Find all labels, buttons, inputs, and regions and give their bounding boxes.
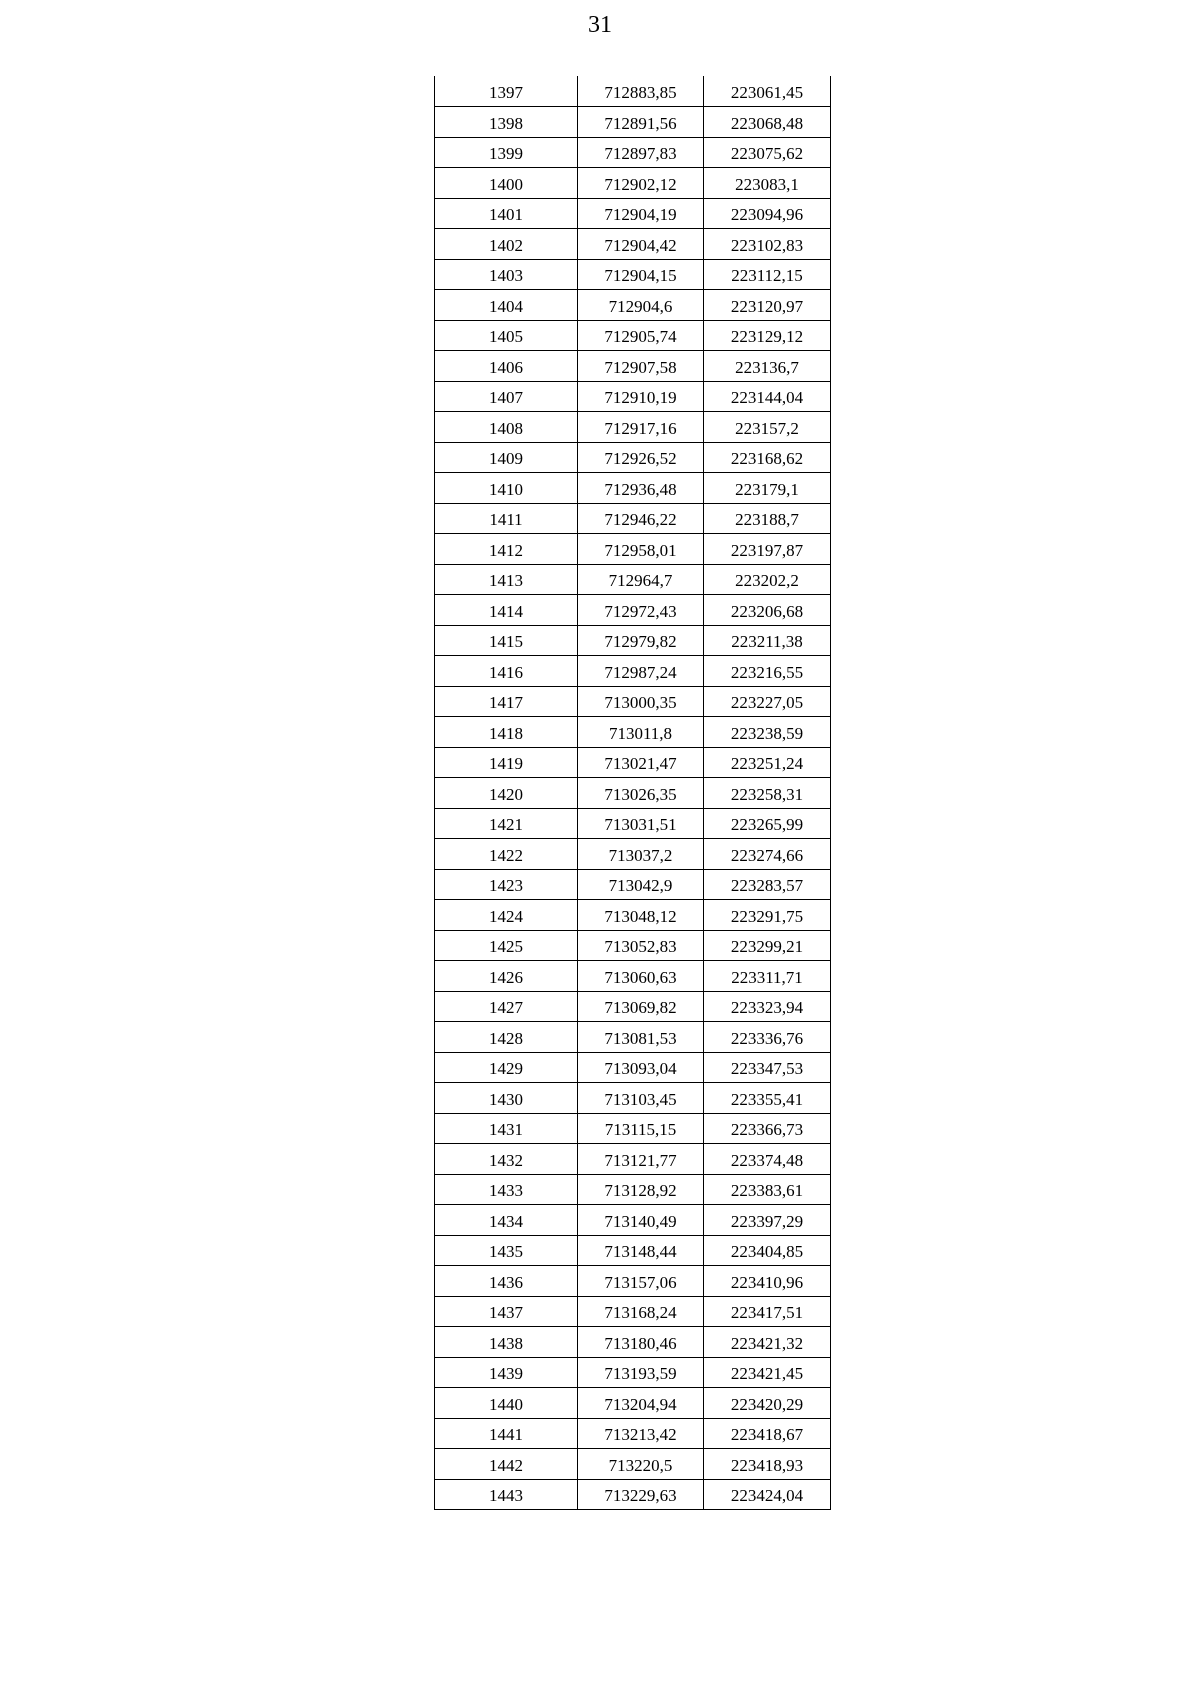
point-number-cell: 1432 — [435, 1144, 578, 1175]
x-coordinate-cell: 712907,58 — [578, 351, 704, 382]
table-row — [435, 900, 831, 931]
table-row — [435, 961, 831, 992]
x-coordinate-cell: 713148,44 — [578, 1235, 704, 1266]
table-row — [435, 747, 831, 778]
table-row — [435, 351, 831, 382]
point-number-cell: 1415 — [435, 625, 578, 656]
table-row — [435, 1388, 831, 1419]
table-row — [435, 839, 831, 870]
point-number-cell: 1434 — [435, 1205, 578, 1236]
point-number-cell: 1424 — [435, 900, 578, 931]
y-coordinate-cell: 223336,76 — [704, 1022, 831, 1053]
table-row — [435, 1479, 831, 1510]
table-row — [435, 1144, 831, 1175]
y-coordinate-cell: 223366,73 — [704, 1113, 831, 1144]
y-coordinate-cell: 223157,2 — [704, 412, 831, 443]
point-number-cell: 1401 — [435, 198, 578, 229]
point-number-cell: 1439 — [435, 1357, 578, 1388]
y-coordinate-cell: 223323,94 — [704, 991, 831, 1022]
point-number-cell: 1412 — [435, 534, 578, 565]
table-row — [435, 503, 831, 534]
y-coordinate-cell: 223227,05 — [704, 686, 831, 717]
table-row — [435, 778, 831, 809]
y-coordinate-cell: 223238,59 — [704, 717, 831, 748]
x-coordinate-cell: 713026,35 — [578, 778, 704, 809]
table-row — [435, 1296, 831, 1327]
x-coordinate-cell: 713168,24 — [578, 1296, 704, 1327]
table-row — [435, 595, 831, 626]
x-coordinate-cell: 713011,8 — [578, 717, 704, 748]
x-coordinate-cell: 713157,06 — [578, 1266, 704, 1297]
table-row — [435, 808, 831, 839]
table-row — [435, 137, 831, 168]
table-row — [435, 473, 831, 504]
point-number-cell: 1426 — [435, 961, 578, 992]
point-number-cell: 1428 — [435, 1022, 578, 1053]
point-number-cell: 1416 — [435, 656, 578, 687]
point-number-cell: 1406 — [435, 351, 578, 382]
y-coordinate-cell: 223347,53 — [704, 1052, 831, 1083]
y-coordinate-cell: 223420,29 — [704, 1388, 831, 1419]
x-coordinate-cell: 713021,47 — [578, 747, 704, 778]
x-coordinate-cell: 713048,12 — [578, 900, 704, 931]
table-row — [435, 625, 831, 656]
point-number-cell: 1408 — [435, 412, 578, 443]
table-row — [435, 1174, 831, 1205]
x-coordinate-cell: 712958,01 — [578, 534, 704, 565]
point-number-cell: 1442 — [435, 1449, 578, 1480]
y-coordinate-cell: 223179,1 — [704, 473, 831, 504]
point-number-cell: 1413 — [435, 564, 578, 595]
y-coordinate-cell: 223418,67 — [704, 1418, 831, 1449]
table-row — [435, 1449, 831, 1480]
coordinates-table-body — [435, 76, 831, 1510]
point-number-cell: 1431 — [435, 1113, 578, 1144]
table-row — [435, 1327, 831, 1358]
table-row — [435, 1113, 831, 1144]
table-row — [435, 198, 831, 229]
table-row — [435, 320, 831, 351]
point-number-cell: 1427 — [435, 991, 578, 1022]
table-row — [435, 290, 831, 321]
x-coordinate-cell: 712902,12 — [578, 168, 704, 199]
y-coordinate-cell: 223417,51 — [704, 1296, 831, 1327]
point-number-cell: 1402 — [435, 229, 578, 260]
x-coordinate-cell: 712883,85 — [578, 76, 704, 107]
y-coordinate-cell: 223311,71 — [704, 961, 831, 992]
table-row — [435, 381, 831, 412]
point-number-cell: 1414 — [435, 595, 578, 626]
x-coordinate-cell: 712910,19 — [578, 381, 704, 412]
y-coordinate-cell: 223258,31 — [704, 778, 831, 809]
x-coordinate-cell: 712936,48 — [578, 473, 704, 504]
x-coordinate-cell: 713069,82 — [578, 991, 704, 1022]
x-coordinate-cell: 712926,52 — [578, 442, 704, 473]
y-coordinate-cell: 223251,24 — [704, 747, 831, 778]
table-row — [435, 107, 831, 138]
point-number-cell: 1409 — [435, 442, 578, 473]
x-coordinate-cell: 713140,49 — [578, 1205, 704, 1236]
table-row — [435, 930, 831, 961]
x-coordinate-cell: 712897,83 — [578, 137, 704, 168]
table-row — [435, 1266, 831, 1297]
point-number-cell: 1425 — [435, 930, 578, 961]
x-coordinate-cell: 713115,15 — [578, 1113, 704, 1144]
y-coordinate-cell: 223274,66 — [704, 839, 831, 870]
point-number-cell: 1404 — [435, 290, 578, 321]
x-coordinate-cell: 713103,45 — [578, 1083, 704, 1114]
y-coordinate-cell: 223068,48 — [704, 107, 831, 138]
table-row — [435, 1357, 831, 1388]
y-coordinate-cell: 223061,45 — [704, 76, 831, 107]
y-coordinate-cell: 223299,21 — [704, 930, 831, 961]
table-row — [435, 168, 831, 199]
y-coordinate-cell: 223374,48 — [704, 1144, 831, 1175]
y-coordinate-cell: 223075,62 — [704, 137, 831, 168]
x-coordinate-cell: 712891,56 — [578, 107, 704, 138]
x-coordinate-cell: 713229,63 — [578, 1479, 704, 1510]
y-coordinate-cell: 223094,96 — [704, 198, 831, 229]
x-coordinate-cell: 712904,6 — [578, 290, 704, 321]
x-coordinate-cell: 713193,59 — [578, 1357, 704, 1388]
x-coordinate-cell: 712905,74 — [578, 320, 704, 351]
point-number-cell: 1399 — [435, 137, 578, 168]
point-number-cell: 1443 — [435, 1479, 578, 1510]
page-number: 31 — [588, 12, 612, 38]
point-number-cell: 1438 — [435, 1327, 578, 1358]
table-row — [435, 412, 831, 443]
table-row — [435, 229, 831, 260]
y-coordinate-cell: 223418,93 — [704, 1449, 831, 1480]
table-row — [435, 259, 831, 290]
point-number-cell: 1440 — [435, 1388, 578, 1419]
x-coordinate-cell: 712904,19 — [578, 198, 704, 229]
y-coordinate-cell: 223144,04 — [704, 381, 831, 412]
x-coordinate-cell: 713037,2 — [578, 839, 704, 870]
point-number-cell: 1437 — [435, 1296, 578, 1327]
point-number-cell: 1430 — [435, 1083, 578, 1114]
x-coordinate-cell: 713213,42 — [578, 1418, 704, 1449]
point-number-cell: 1435 — [435, 1235, 578, 1266]
table-row — [435, 1418, 831, 1449]
point-number-cell: 1410 — [435, 473, 578, 504]
y-coordinate-cell: 223197,87 — [704, 534, 831, 565]
point-number-cell: 1423 — [435, 869, 578, 900]
y-coordinate-cell: 223410,96 — [704, 1266, 831, 1297]
point-number-cell: 1400 — [435, 168, 578, 199]
point-number-cell: 1433 — [435, 1174, 578, 1205]
x-coordinate-cell: 712904,15 — [578, 259, 704, 290]
y-coordinate-cell: 223291,75 — [704, 900, 831, 931]
point-number-cell: 1411 — [435, 503, 578, 534]
table-row — [435, 442, 831, 473]
point-number-cell: 1420 — [435, 778, 578, 809]
point-number-cell: 1441 — [435, 1418, 578, 1449]
y-coordinate-cell: 223188,7 — [704, 503, 831, 534]
y-coordinate-cell: 223216,55 — [704, 656, 831, 687]
point-number-cell: 1398 — [435, 107, 578, 138]
x-coordinate-cell: 712917,16 — [578, 412, 704, 443]
y-coordinate-cell: 223421,45 — [704, 1357, 831, 1388]
x-coordinate-cell: 713081,53 — [578, 1022, 704, 1053]
y-coordinate-cell: 223083,1 — [704, 168, 831, 199]
x-coordinate-cell: 712979,82 — [578, 625, 704, 656]
table-row — [435, 717, 831, 748]
point-number-cell: 1429 — [435, 1052, 578, 1083]
x-coordinate-cell: 712946,22 — [578, 503, 704, 534]
x-coordinate-cell: 713204,94 — [578, 1388, 704, 1419]
table-row — [435, 1205, 831, 1236]
x-coordinate-cell: 712987,24 — [578, 656, 704, 687]
table-row — [435, 656, 831, 687]
x-coordinate-cell: 712904,42 — [578, 229, 704, 260]
x-coordinate-cell: 713052,83 — [578, 930, 704, 961]
x-coordinate-cell: 713093,04 — [578, 1052, 704, 1083]
y-coordinate-cell: 223136,7 — [704, 351, 831, 382]
point-number-cell: 1417 — [435, 686, 578, 717]
table-row — [435, 991, 831, 1022]
coordinates-table — [434, 76, 831, 1510]
x-coordinate-cell: 712972,43 — [578, 595, 704, 626]
y-coordinate-cell: 223102,83 — [704, 229, 831, 260]
x-coordinate-cell: 713042,9 — [578, 869, 704, 900]
x-coordinate-cell: 712964,7 — [578, 564, 704, 595]
y-coordinate-cell: 223355,41 — [704, 1083, 831, 1114]
point-number-cell: 1421 — [435, 808, 578, 839]
y-coordinate-cell: 223206,68 — [704, 595, 831, 626]
table-row — [435, 686, 831, 717]
y-coordinate-cell: 223404,85 — [704, 1235, 831, 1266]
y-coordinate-cell: 223383,61 — [704, 1174, 831, 1205]
point-number-cell: 1418 — [435, 717, 578, 748]
y-coordinate-cell: 223202,2 — [704, 564, 831, 595]
point-number-cell: 1407 — [435, 381, 578, 412]
y-coordinate-cell: 223168,62 — [704, 442, 831, 473]
point-number-cell: 1422 — [435, 839, 578, 870]
x-coordinate-cell: 713128,92 — [578, 1174, 704, 1205]
x-coordinate-cell: 713000,35 — [578, 686, 704, 717]
x-coordinate-cell: 713180,46 — [578, 1327, 704, 1358]
y-coordinate-cell: 223265,99 — [704, 808, 831, 839]
table-row — [435, 1022, 831, 1053]
y-coordinate-cell: 223421,32 — [704, 1327, 831, 1358]
y-coordinate-cell: 223397,29 — [704, 1205, 831, 1236]
point-number-cell: 1403 — [435, 259, 578, 290]
x-coordinate-cell: 713060,63 — [578, 961, 704, 992]
point-number-cell: 1405 — [435, 320, 578, 351]
y-coordinate-cell: 223424,04 — [704, 1479, 831, 1510]
y-coordinate-cell: 223283,57 — [704, 869, 831, 900]
x-coordinate-cell: 713031,51 — [578, 808, 704, 839]
y-coordinate-cell: 223211,38 — [704, 625, 831, 656]
x-coordinate-cell: 713121,77 — [578, 1144, 704, 1175]
y-coordinate-cell: 223120,97 — [704, 290, 831, 321]
table-row — [435, 1052, 831, 1083]
point-number-cell: 1419 — [435, 747, 578, 778]
point-number-cell: 1436 — [435, 1266, 578, 1297]
table-row — [435, 1083, 831, 1114]
table-row — [435, 76, 831, 107]
y-coordinate-cell: 223112,15 — [704, 259, 831, 290]
table-row — [435, 869, 831, 900]
y-coordinate-cell: 223129,12 — [704, 320, 831, 351]
table-row — [435, 1235, 831, 1266]
x-coordinate-cell: 713220,5 — [578, 1449, 704, 1480]
table-row — [435, 534, 831, 565]
table-row — [435, 564, 831, 595]
point-number-cell: 1397 — [435, 76, 578, 107]
